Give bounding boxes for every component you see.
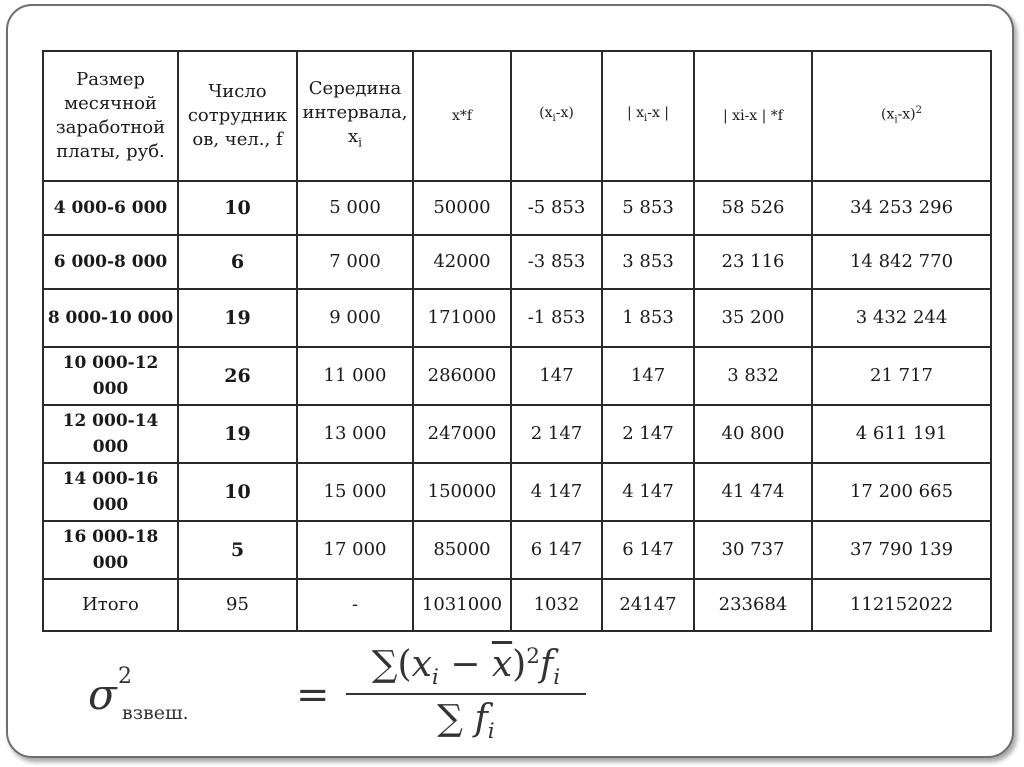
cell-xf: 150000 xyxy=(413,463,511,521)
cell-absdev: 147 xyxy=(602,347,694,405)
cell-mid: 11 000 xyxy=(297,347,413,405)
cell-absdevf: 23 116 xyxy=(694,235,812,289)
cell-total-label: Итого xyxy=(43,579,178,631)
header-squared-deviation: $(x_i-x)^2$ xyxy=(812,51,991,181)
cell-sq: 17 200 665 xyxy=(812,463,991,521)
header-interval-middle: Середина интервала, $x_i$ xyxy=(297,51,413,181)
table-row xyxy=(43,181,991,235)
weighted-variance-formula xyxy=(88,644,561,745)
cell-total-xf: 1031000 xyxy=(413,579,511,631)
cell-dev: -5 853 xyxy=(511,181,602,235)
formula-fraction-bar xyxy=(346,693,586,695)
cell-sq: 14 842 770 xyxy=(812,235,991,289)
cell-mid: 7 000 xyxy=(297,235,413,289)
cell-count: 19 xyxy=(178,289,297,347)
cell-dev: -3 853 xyxy=(511,235,602,289)
cell-xf: 171000 xyxy=(413,289,511,347)
cell-absdev: 6 147 xyxy=(602,521,694,579)
cell-absdevf: 58 526 xyxy=(694,181,812,235)
cell-absdevf: 40 800 xyxy=(694,405,812,463)
cell-dev: 4 147 xyxy=(511,463,602,521)
cell-mid: 15 000 xyxy=(297,463,413,521)
cell-xf: 85000 xyxy=(413,521,511,579)
cell-mid: 13 000 xyxy=(297,405,413,463)
table-row xyxy=(43,463,991,521)
cell-sq: 37 790 139 xyxy=(812,521,991,579)
cell-range: 16 000-18 000 xyxy=(43,521,178,579)
table-row xyxy=(43,235,991,289)
header-row xyxy=(43,51,991,181)
cell-xf: 247000 xyxy=(413,405,511,463)
cell-absdev: 5 853 xyxy=(602,181,694,235)
cell-range: 6 000-8 000 xyxy=(43,235,178,289)
cell-count: 19 xyxy=(178,405,297,463)
cell-mid: 9 000 xyxy=(297,289,413,347)
cell-count: 26 xyxy=(178,347,297,405)
cell-count: 5 xyxy=(178,521,297,579)
formula-subscript: взвеш. xyxy=(122,702,189,724)
header-xf: x*f xyxy=(413,51,511,181)
cell-mid: 17 000 xyxy=(297,521,413,579)
cell-total-count: 95 xyxy=(178,579,297,631)
cell-absdev: 2 147 xyxy=(602,405,694,463)
cell-absdevf: 41 474 xyxy=(694,463,812,521)
salary-table xyxy=(42,50,992,632)
cell-xf: 50000 xyxy=(413,181,511,235)
cell-range: 12 000-14 000 xyxy=(43,405,178,463)
total-row xyxy=(43,579,991,631)
table-row xyxy=(43,521,991,579)
formula-numerator: $\sum(x_i - \overline{x})^2f_i$ xyxy=(371,644,561,691)
cell-dev: -1 853 xyxy=(511,289,602,347)
cell-absdevf: 35 200 xyxy=(694,289,812,347)
formula-denominator: ∑ $f_i$ xyxy=(437,698,495,745)
cell-xf: 286000 xyxy=(413,347,511,405)
cell-total-absdev: 24147 xyxy=(602,579,694,631)
cell-range: 4 000-6 000 xyxy=(43,181,178,235)
cell-range: 14 000-16 000 xyxy=(43,463,178,521)
cell-xf: 42000 xyxy=(413,235,511,289)
header-salary-range: Размер месячной заработной платы, руб. xyxy=(43,51,178,181)
cell-dev: 6 147 xyxy=(511,521,602,579)
cell-absdev: 4 147 xyxy=(602,463,694,521)
cell-total-mid: - xyxy=(297,579,413,631)
cell-range: 8 000-10 000 xyxy=(43,289,178,347)
cell-sq: 4 611 191 xyxy=(812,405,991,463)
cell-absdev: 1 853 xyxy=(602,289,694,347)
header-abs-deviation-f: | xi-x | *f xyxy=(694,51,812,181)
cell-range: 10 000-12 000 xyxy=(43,347,178,405)
cell-dev: 2 147 xyxy=(511,405,602,463)
cell-absdevf: 30 737 xyxy=(694,521,812,579)
cell-dev: 147 xyxy=(511,347,602,405)
cell-total-dev: 1032 xyxy=(511,579,602,631)
header-deviation: $(x_i-x)$ xyxy=(511,51,602,181)
table-row xyxy=(43,289,991,347)
header-abs-deviation: | $x_i-x$ | xyxy=(602,51,694,181)
cell-mid: 5 000 xyxy=(297,181,413,235)
formula-equals: = xyxy=(296,672,330,718)
cell-count: 10 xyxy=(178,463,297,521)
cell-total-sq: 112152022 xyxy=(812,579,991,631)
cell-absdev: 3 853 xyxy=(602,235,694,289)
table-row xyxy=(43,405,991,463)
cell-total-absdevf: 233684 xyxy=(694,579,812,631)
cell-sq: 3 432 244 xyxy=(812,289,991,347)
cell-count: 10 xyxy=(178,181,297,235)
table-row xyxy=(43,347,991,405)
formula-power: 2 xyxy=(118,664,132,689)
formula-sigma: σ xyxy=(88,670,117,719)
cell-count: 6 xyxy=(178,235,297,289)
header-employee-count: Число сотрудник ов, чел., f xyxy=(178,51,297,181)
cell-sq: 21 717 xyxy=(812,347,991,405)
cell-sq: 34 253 296 xyxy=(812,181,991,235)
cell-absdevf: 3 832 xyxy=(694,347,812,405)
